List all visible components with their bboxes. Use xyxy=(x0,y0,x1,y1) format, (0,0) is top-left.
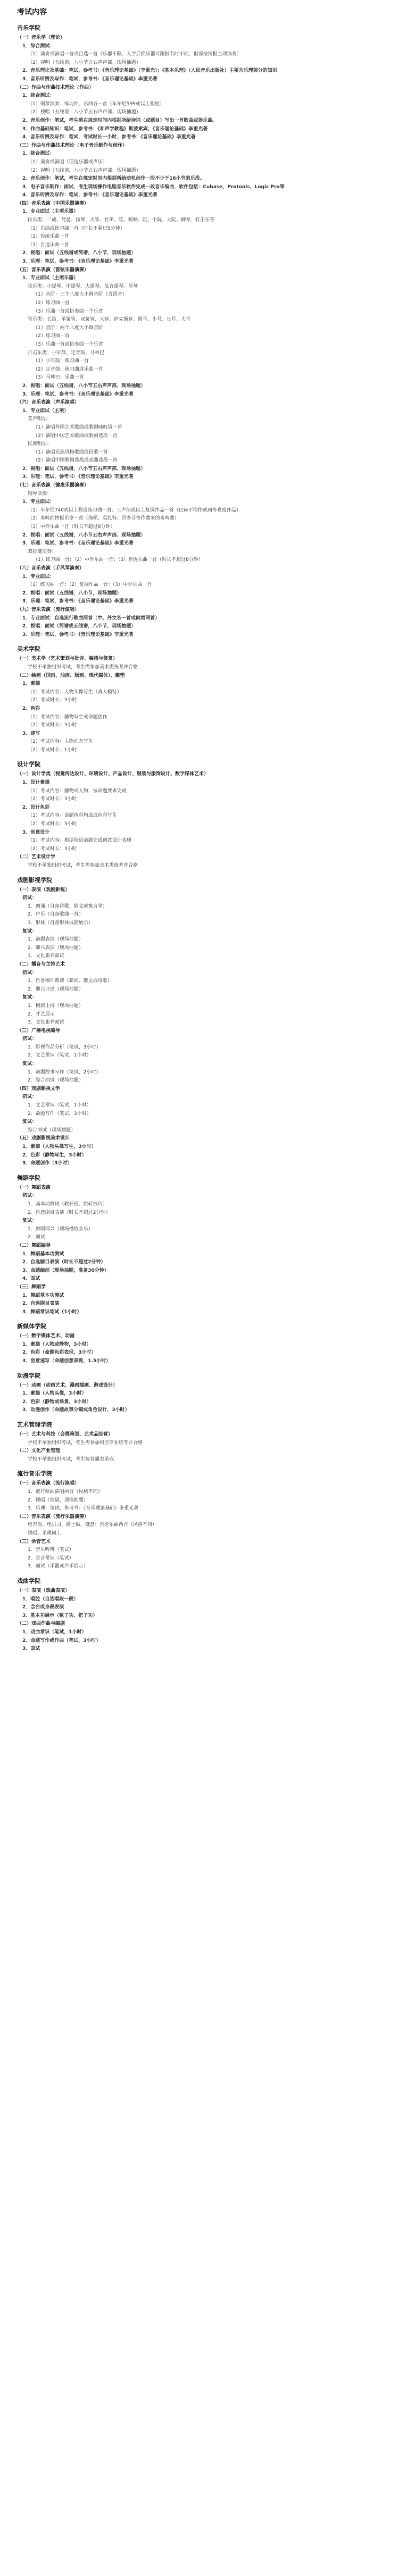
subsection-heading: 1．综合测试： xyxy=(22,43,55,49)
subsection-heading: 2．自选剧目表演（时长不超过2分钟） xyxy=(22,1260,106,1265)
section-heading: （一）艺术与科技（会展策划、艺术品经营） xyxy=(17,1432,113,1438)
text-line: 2．视唱（简谱，现场抽题） xyxy=(28,1497,88,1503)
section-heading: （一）动画（动画艺术、漫画插画、游戏设计） xyxy=(17,1382,118,1388)
subsection-heading: 2．色彩（命题色彩表现，3小时） xyxy=(22,1350,96,1356)
text-line: （1）乐曲或练习曲一首（时长不超过5分钟） xyxy=(28,225,125,231)
text-line: （2）考试时长：3小时 xyxy=(28,846,77,852)
page-title: 考试内容 xyxy=(17,8,47,16)
text-line: 学校不单独组织考试，考生需参加相应专业统考并合格 xyxy=(28,1440,143,1446)
section-heading: （二）舞蹈编导 xyxy=(17,1243,51,1248)
text-line: 1．流行歌曲演唱两首（风格不同） xyxy=(28,1489,103,1495)
text-line: （1）车尔尼740或以上程度练习曲一首；三声部或以上复调作品一首（巴赫平均律或同等难度作品） xyxy=(28,507,241,513)
subsection-heading: 初试： xyxy=(22,895,37,901)
text-line: （1）练习曲一首；（2）复调作品一首；（3）中外乐曲一首 xyxy=(28,582,152,588)
text-line: 2．录音常识（笔试） xyxy=(28,1555,74,1561)
college-heading: 动漫学院 xyxy=(17,1372,40,1379)
section-heading: （三）作曲与作曲技术理论（电子音乐制作与创作） xyxy=(17,142,128,148)
text-line: （3）中外乐曲一首（时长不超过8分钟） xyxy=(28,524,115,530)
text-line: 弦乐类：小提琴、中提琴、大提琴、低音提琴、竖琴 xyxy=(28,283,138,289)
text-line: 民族唱法： xyxy=(28,441,52,447)
text-line: 学校不单独组织考试，考生需参加美术类统考并合格 xyxy=(28,664,138,670)
text-line: 电吉他、电贝司、爵士鼓、键盘：自选乐曲两首（风格不同） xyxy=(28,1522,157,1528)
subsection-heading: 2．视唱：面试（五线谱，八小节，现场抽题） xyxy=(22,590,122,596)
subsection-heading: 3．创意速写（命题创意表现，1.5小时） xyxy=(22,1358,111,1364)
section-heading: （一）表演（戏剧影视） xyxy=(17,887,70,893)
text-line: （1）考试内容：人物动态写生 xyxy=(28,739,93,745)
text-line: 2．即兴表演（现场抽题） xyxy=(28,945,84,951)
text-line: （3）乐曲一首或协奏曲一个乐章 xyxy=(33,308,103,314)
text-line: 钢琴演奏： xyxy=(28,491,52,497)
subsection-heading: 3．乐理：笔试，参考书：《音乐理论基础》李重光著 xyxy=(22,259,134,265)
text-line: 2．才艺展示 xyxy=(28,1011,55,1017)
text-line: 打击乐类：小军鼓、定音鼓、马林巴 xyxy=(28,350,105,356)
text-line: 1．自备稿件朗读（新闻、散文或诗歌） xyxy=(28,978,112,984)
subsection-heading: 2．音乐创作：笔试，考生须在规定时间内根据所给诗词（或题目）写出一首歌曲或器乐曲。 xyxy=(22,118,218,123)
section-heading: （三）录音艺术 xyxy=(17,1539,51,1545)
text-line: （3）自选乐曲一首 xyxy=(28,242,69,248)
section-heading: （一）美术学（艺术策划与批评、装裱与修复） xyxy=(17,656,118,662)
subsection-heading: 1．唱腔（自选唱段一段） xyxy=(22,1596,79,1602)
text-line: 3．面试（乐器或声乐展示） xyxy=(28,1564,88,1570)
text-line: 学校不单独组织考试，考生按普通类录取 xyxy=(28,1456,114,1462)
text-line: （2）传统乐曲一首 xyxy=(28,234,69,240)
subsection-heading: 3．舞蹈常识笔试（1小时） xyxy=(22,1309,82,1315)
text-line: 3．乐理：笔试，参考书：《音乐理论基础》李重光著 xyxy=(28,1506,139,1512)
text-line: 综合面试（现场抽题） xyxy=(28,1127,76,1133)
subsection-heading: 3．乐理：笔试，参考书：《音乐理论基础》李重光著 xyxy=(22,541,134,547)
text-line: 民乐类：二胡、琵琶、扬琴、古筝、竹笛、笙、唢呐、阮、中阮、大阮、柳琴、打击乐等 xyxy=(28,217,215,223)
subsection-heading: 初试： xyxy=(22,970,37,976)
section-heading: （二）文化产业管理 xyxy=(17,1448,61,1454)
subsection-heading: 2．设计色彩 xyxy=(22,804,50,810)
section-heading: （四）戏剧影视文学 xyxy=(17,1086,61,1092)
text-line: 2．声乐（自备歌曲一首） xyxy=(28,912,84,918)
text-line: （1）演唱外国艺术歌曲或歌剧咏叹调一首 xyxy=(33,424,122,430)
text-line: 学校不单独组织考试，考生需参加美术类统考并合格 xyxy=(28,863,138,868)
subsection-heading: 3．速写 xyxy=(22,731,40,736)
subsection-heading: 3．乐理：笔试，参考书：《音乐理论基础》李重光著 xyxy=(22,599,134,605)
text-line: （2）考试时长：3小时 xyxy=(28,698,77,703)
subsection-heading: 2．视唱：面试（五线谱或简谱，八小节，现场抽题） xyxy=(22,250,136,256)
subsection-heading: 3．乐理：笔试，参考书：《音乐理论基础》李重光著 xyxy=(22,391,134,397)
text-line: （2）视唱（五线谱，八小节五右声声部、现场抽题） xyxy=(28,60,141,65)
subsection-heading: 1．专业面试： xyxy=(22,574,55,580)
subsection-heading: 初试： xyxy=(22,1094,37,1100)
section-heading: （六）音乐表演（声乐演唱） xyxy=(17,400,80,406)
text-line: （1）小军鼓：练习曲一首 xyxy=(33,358,89,364)
subsection-heading: 1．专业面试： xyxy=(22,499,55,505)
section-heading: （九）音乐表演（流行演唱） xyxy=(17,607,80,612)
text-line: （2）演唱中国艺术歌曲或歌剧选段一首 xyxy=(33,433,118,439)
subsection-heading: 4．音乐听辨及写作：笔试，考试时长一小时，参考书：《音乐理论基础》李重光著 xyxy=(22,135,196,140)
text-line: 2．自选剧目表演（时长不超过2分钟） xyxy=(28,1210,111,1215)
college-heading: 舞蹈学院 xyxy=(17,1174,40,1181)
section-heading: （七）音乐表演（键盘乐器演奏） xyxy=(17,483,89,489)
subsection-heading: 3．乐理：笔试，参考书：《音乐理论基础》李重光著 xyxy=(22,474,134,480)
text-line: （2）奏鸣曲快板乐章一首（海顿、莫扎特、贝多芬等作曲家的奏鸣曲） xyxy=(28,516,179,522)
section-heading: （三）广播电视编导 xyxy=(17,1028,61,1034)
subsection-heading: 初试： xyxy=(22,1193,37,1199)
subsection-heading: 2．视唱：面试（五线谱，八小节五右声声部、现场抽题） xyxy=(22,532,146,538)
subsection-heading: 复试： xyxy=(22,1061,37,1067)
section-heading: （五）音乐表演（管弦乐器演奏） xyxy=(17,267,89,273)
subsection-heading: 3．作曲基础知识：笔试，参考书：《和声学教程》斯波索宾；《音乐理论基础》李重光著 xyxy=(22,126,208,132)
section-heading: （四）音乐表演（中国乐器演奏） xyxy=(17,200,89,206)
subsection-heading: 3．音乐听辨及写作：笔试，参考书：《音乐理论基础》李重光著 xyxy=(22,76,157,82)
text-line: （2）定音鼓：练习曲或乐曲一首 xyxy=(33,366,103,372)
subsection-heading: 1．素描（人物或静物，3小时） xyxy=(22,1341,92,1347)
subsection-heading: 1．素描（人物头像写生，3小时） xyxy=(22,1144,96,1149)
subsection-heading: 2．命题写作或作曲（笔试，3小时） xyxy=(22,1638,101,1643)
document xyxy=(9,0,406,1664)
text-line: （2）视唱（五线谱，八小节五右声声部、现场抽题） xyxy=(28,110,141,115)
subsection-heading: 2．念白或身段表演 xyxy=(22,1605,64,1610)
subsection-heading: 3．乐理：笔试，参考书：《音乐理论基础》李重光著 xyxy=(22,632,134,637)
college-heading: 戏曲学院 xyxy=(17,1577,40,1584)
text-line: 1．命题表演（现场抽题） xyxy=(28,937,84,943)
text-line: 3．形体（自备形体技能展示） xyxy=(28,920,93,926)
subsection-heading: 2．色彩（静物写生，3小时） xyxy=(22,1152,87,1158)
subsection-heading: 2．视唱：面试（五线谱，八小节五右声声部、现场抽题） xyxy=(22,466,146,472)
section-heading: （二）播音与主持艺术 xyxy=(17,961,65,967)
subsection-heading: 2．音乐创作：笔试，考生在规定时间内根据所给动机创作一段不少于16小节的乐段。 xyxy=(22,176,205,182)
text-line: （2）练习曲一首 xyxy=(33,333,70,339)
subsection-heading: 复试： xyxy=(22,995,37,1001)
subsection-heading: 2．音乐理论及基础：笔试，参考书：《音乐理论基础》（李重光）；《基本乐理》（人民音乐出版社）主要为乐理部分的知识 xyxy=(22,68,277,74)
text-line: 管乐类：长笛、单簧管、双簧管、大管、萨克斯管、圆号、小号、长号、大号 xyxy=(28,317,191,323)
subsection-heading: 2．色彩（静物或场景，3小时） xyxy=(22,1399,92,1405)
college-heading: 音乐学院 xyxy=(17,24,40,31)
subsection-heading: 3．动漫创作（命题故事分镜或角色设计，3小时） xyxy=(22,1407,130,1413)
section-heading: （一）数字媒体艺术、动画 xyxy=(17,1333,75,1339)
section-heading: （一）音乐学（理论） xyxy=(17,35,65,40)
text-line: 2．文艺常识（笔试，1小时） xyxy=(28,1053,92,1059)
text-line: 2．综合面试（现场抽题） xyxy=(28,1078,84,1084)
subsection-heading: 3．面试 xyxy=(22,1646,40,1652)
text-line: （1）考试内容：人物头像写生（真人模特） xyxy=(28,689,122,695)
college-heading: 流行音乐学院 xyxy=(17,1470,52,1478)
text-line: 3．文化素养面试 xyxy=(28,1020,64,1026)
text-line: （1）演奏或演唱（任选乐器或声乐） xyxy=(28,159,107,165)
text-line: （1）音阶：两个八度大小调音阶 xyxy=(33,325,103,331)
section-heading: （一）舞蹈表演 xyxy=(17,1185,51,1190)
text-line: （1）音阶：三个八度大小调音阶（含琶音） xyxy=(33,292,127,298)
text-line: 1．基本功测试（软开度、跳转技巧） xyxy=(28,1201,107,1207)
section-heading: （八）音乐表演（手风琴演奏） xyxy=(17,566,85,571)
text-line: （2）考试时长：1小时 xyxy=(28,747,77,753)
section-heading: （二）绘画（国画、油画、版画、现代媒体）、雕塑 xyxy=(17,673,125,678)
subsection-heading: 复试： xyxy=(22,1218,37,1224)
college-heading: 戏剧影视学院 xyxy=(17,876,52,884)
section-heading: （三）舞蹈学 xyxy=(17,1284,46,1290)
subsection-heading: 1．专业面试（主项乐器） xyxy=(22,209,79,215)
text-line: （1）演唱民族风格歌曲或民歌一首 xyxy=(33,449,108,455)
text-line: （1）考试内容：静物或人物，按命题要求完成 xyxy=(28,788,127,794)
college-heading: 新媒体学院 xyxy=(17,1323,46,1330)
text-line: （1）考试内容：根据所给命题完成创意设计表现 xyxy=(28,838,131,844)
college-heading: 艺术管理学院 xyxy=(17,1421,52,1429)
section-heading: （二）音乐表演（流行乐器演奏） xyxy=(17,1514,89,1520)
section-heading: （一）设计学类（视觉传达设计、环境设计、产品设计、服装与服饰设计、数字媒体艺术） xyxy=(17,771,209,777)
subsection-heading: 1．戏曲常识（笔试，1小时） xyxy=(22,1629,87,1635)
text-line: 2．面试 xyxy=(28,1235,45,1240)
college-heading: 设计学院 xyxy=(17,761,40,768)
text-line: （2）演唱中国歌剧选段或戏曲选段一首 xyxy=(33,458,118,464)
text-line: 美声唱法： xyxy=(28,416,52,422)
document-body xyxy=(17,23,398,1654)
text-line: 1．朗诵（自备诗歌、散文或寓言等） xyxy=(28,903,107,909)
subsection-heading: 3．电子音乐制作：面试，考生现场操作电脑音乐软件完成一段音乐编曲，软件包括：Cubase、Protools、Logic Pro等 xyxy=(22,184,285,190)
subsection-heading: 3．创意设计 xyxy=(22,829,50,835)
subsection-heading: 1．舞蹈基本功测试 xyxy=(22,1293,64,1298)
subsection-heading: 初试： xyxy=(22,1036,37,1042)
text-line: （3）马林巴：乐曲一首 xyxy=(33,375,84,381)
text-line: 1．文艺常识（笔试，1小时） xyxy=(28,1103,92,1109)
subsection-heading: 3．命题创作（3小时） xyxy=(22,1161,72,1167)
section-heading: （五）戏剧影视美术设计 xyxy=(17,1136,70,1142)
section-heading: （二）艺术设计学 xyxy=(17,854,56,860)
subsection-heading: 1．设计素描 xyxy=(22,780,50,786)
subsection-heading: 2．视唱：面试（简谱或五线谱，八小节，现场抽题） xyxy=(22,624,136,630)
text-line: 1．舞蹈即兴（现场播放音乐） xyxy=(28,1226,93,1232)
text-line: （2）视唱（五线谱，八小节五右声声部、现场抽题） xyxy=(28,167,141,173)
subsection-heading: 1．专业面试（主项） xyxy=(22,408,69,414)
text-line: （1）考试内容：命题色彩构成或色彩写生 xyxy=(28,813,117,819)
text-line: （2）考试时长：3小时 xyxy=(28,821,77,827)
text-line: （2）考试时长：3小时 xyxy=(28,723,77,728)
text-line: 1．模拟主持（现场抽题） xyxy=(28,1003,84,1009)
text-line: （1）演奏或演唱一首或自选一首（乐器不限，入学后换乐器可跟报名时不同，但需按所报主项演奏） xyxy=(28,52,242,57)
subsection-heading: 3．基本功展示（毯子功、把子功） xyxy=(22,1613,98,1618)
text-line: 1．音乐听辨（笔试） xyxy=(28,1547,74,1553)
text-line: （1）钢琴演奏：练习曲、乐曲各一首（车尔尼599或以上程度） xyxy=(28,101,164,107)
subsection-heading: 3．命题编创（现场抽题，准备30分钟） xyxy=(22,1268,109,1273)
subsection-heading: 1．专业面试（主项乐器） xyxy=(22,275,79,281)
subsection-heading: 复试： xyxy=(22,1119,37,1125)
subsection-heading: 1．舞蹈基本功测试 xyxy=(22,1251,64,1257)
text-line: 2．命题写作（笔试，3小时） xyxy=(28,1111,92,1117)
text-line: （1）考试内容：静物写生或命题创作 xyxy=(28,714,107,720)
subsection-heading: 1．素描 xyxy=(22,681,40,687)
text-line: （2）考试时长：3小时 xyxy=(28,796,77,802)
section-heading: （一）音乐表演（流行演唱） xyxy=(17,1481,80,1487)
subsection-heading: 1．综合测试： xyxy=(22,93,55,99)
section-heading: （二）戏曲作曲与编剧 xyxy=(17,1621,65,1627)
text-line: （1）练习曲一首；（2）中外乐曲一首；（3）自选乐曲一首（时长不超过8分钟） xyxy=(33,557,203,563)
subsection-heading: 复试： xyxy=(22,928,37,934)
text-line: 3．文化素养面试 xyxy=(28,953,64,959)
text-line: 视唱、乐理同上 xyxy=(28,1530,62,1536)
subsection-heading: 1．专业面试：自选流行歌曲两首（中、外文各一首或同类两首） xyxy=(22,615,160,621)
text-line: 1．影视作品分析（笔试，3小时） xyxy=(28,1044,101,1050)
text-line: 2．即兴评述（现场抽题） xyxy=(28,986,84,992)
subsection-heading: 4．面试 xyxy=(22,1276,40,1282)
college-heading: 美术学院 xyxy=(17,645,40,653)
text-line: （2）练习曲一首 xyxy=(33,300,70,306)
text-line: 1．命题故事写作（笔试，2小时） xyxy=(28,1069,101,1075)
subsection-heading: 1．素描（人物头像，3小时） xyxy=(22,1391,87,1397)
subsection-heading: 2．色彩 xyxy=(22,706,40,711)
section-heading: （一）表演（戏曲表演） xyxy=(17,1588,70,1593)
subsection-heading: 2．视唱：面试（五线谱，八小节五右声声部、现场抽题） xyxy=(22,383,146,389)
text-line: 双排键演奏： xyxy=(28,549,57,555)
text-line: （3）乐曲一首或协奏曲一个乐章 xyxy=(33,341,103,347)
subsection-heading: 1．综合测试： xyxy=(22,151,55,157)
subsection-heading: 2．自选剧目表演 xyxy=(22,1301,60,1307)
section-heading: （二）作曲与作曲技术理论（作曲） xyxy=(17,85,94,90)
subsection-heading: 4．音乐听辨及写作：笔试，参考书：《音乐理论基础》李重光著 xyxy=(22,192,157,198)
